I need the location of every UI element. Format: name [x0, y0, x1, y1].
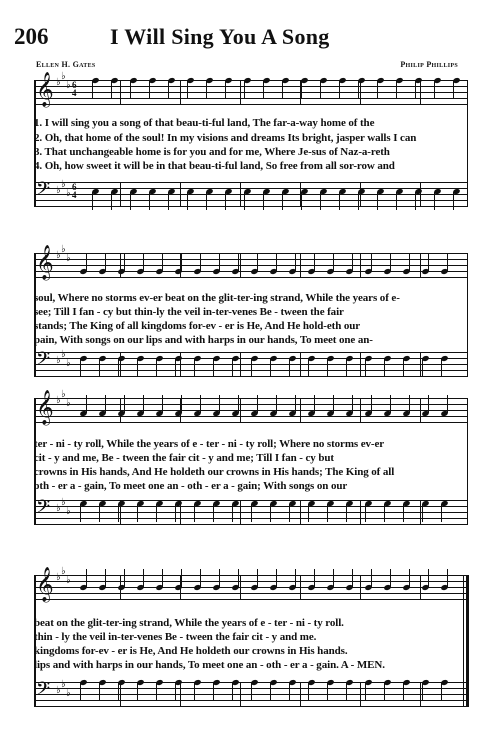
note-stem [447, 253, 448, 271]
flat-icon: ♭ [61, 179, 66, 190]
note-stem [276, 569, 277, 587]
note-stem [105, 569, 106, 587]
staff-line [34, 398, 468, 399]
note-stem [194, 359, 195, 377]
note-stem [327, 683, 328, 701]
note-stem [251, 683, 252, 701]
note-stem [213, 683, 214, 701]
note-stem [377, 81, 378, 99]
barline [360, 398, 361, 423]
barline [360, 182, 361, 207]
barline [300, 398, 301, 423]
note-stem [447, 395, 448, 413]
barline [240, 500, 241, 525]
note-stem [434, 81, 435, 99]
note-stem [327, 504, 328, 522]
note-stem [80, 504, 81, 522]
note-stem [238, 395, 239, 413]
note-stem [99, 683, 100, 701]
note-stem [327, 359, 328, 377]
staff-line [34, 188, 468, 189]
note-stem [187, 81, 188, 99]
note-stem [232, 504, 233, 522]
note-stem [346, 683, 347, 701]
note-stem [80, 683, 81, 701]
final-barline [463, 575, 464, 707]
note-stem [175, 359, 176, 377]
note-stem [415, 192, 416, 210]
note-stem [194, 683, 195, 701]
note-stem [206, 81, 207, 99]
note-stem [441, 359, 442, 377]
note-stem [301, 81, 302, 99]
lyric-line: crowns in His hands, And He holdeth our crowns in His hands; The King of all [34, 466, 395, 478]
note-stem [289, 504, 290, 522]
note-stem [320, 81, 321, 99]
note-stem [232, 359, 233, 377]
barline [420, 182, 421, 207]
note-stem [244, 81, 245, 99]
composer-credit: Philip Phillips [400, 60, 458, 69]
note-stem [238, 253, 239, 271]
lyric-line: lips and with harps in our hands, To meet one an - oth - er a - gain. A - MEN. [34, 659, 385, 671]
flat-icon: ♭ [56, 77, 61, 88]
barline [300, 500, 301, 525]
barline [300, 575, 301, 600]
note-stem [358, 81, 359, 99]
note-stem [206, 192, 207, 210]
note-stem [219, 395, 220, 413]
staff-line [34, 581, 468, 582]
note-stem [137, 504, 138, 522]
flat-icon: ♭ [61, 566, 66, 577]
note-stem [289, 359, 290, 377]
system-end-barline [467, 253, 468, 377]
flat-icon: ♭ [66, 688, 71, 699]
note-stem [339, 81, 340, 99]
barline [120, 182, 121, 207]
note-stem [187, 192, 188, 210]
note-stem [390, 253, 391, 271]
note-stem [371, 395, 372, 413]
note-stem [320, 192, 321, 210]
lyric-line: 1. I will sing you a song of that beau-ti-ful land, The far-a-way home of the [34, 117, 375, 129]
note-stem [111, 192, 112, 210]
staff-line [34, 410, 468, 411]
staff-line [34, 92, 468, 93]
note-stem [415, 81, 416, 99]
staff-line [34, 86, 468, 87]
flat-icon: ♭ [66, 358, 71, 369]
note-stem [352, 395, 353, 413]
barline [360, 253, 361, 278]
note-stem [181, 395, 182, 413]
barline [180, 182, 181, 207]
note-stem [333, 253, 334, 271]
note-stem [124, 253, 125, 271]
staff-line [34, 277, 468, 278]
note-stem [447, 569, 448, 587]
barline [420, 398, 421, 423]
note-stem [175, 504, 176, 522]
note-stem [200, 569, 201, 587]
bass-clef-icon: 𝄢 [36, 497, 51, 522]
note-stem [92, 192, 93, 210]
treble-staff [34, 398, 468, 423]
note-stem [181, 253, 182, 271]
lyric-line: beat on the glit-ter-ing strand, While the years of e - ter - ni - ty roll. [34, 617, 344, 629]
lyric-line: cit - y and me, Be - tween the fair cit - y and me; Till I fan - cy but [34, 452, 334, 464]
barline [240, 398, 241, 423]
note-stem [396, 81, 397, 99]
lyric-line: 3. That unchangeable home is for you and for me, Where Je-sus of Naz-a-reth [34, 146, 390, 158]
note-stem [149, 81, 150, 99]
barline [360, 575, 361, 600]
note-stem [143, 569, 144, 587]
note-stem [162, 253, 163, 271]
note-stem [257, 569, 258, 587]
note-stem [251, 504, 252, 522]
note-stem [346, 359, 347, 377]
flat-icon: ♭ [66, 253, 71, 264]
note-stem [200, 253, 201, 271]
note-stem [352, 569, 353, 587]
flat-icon: ♭ [56, 250, 61, 261]
note-stem [99, 359, 100, 377]
lyric-line: see; Till I fan - cy but thin-ly the veil in-ter-venes Be - tween the fair [34, 306, 344, 318]
note-stem [225, 192, 226, 210]
barline [240, 352, 241, 377]
note-stem [384, 359, 385, 377]
note-stem [156, 683, 157, 701]
note-stem [149, 192, 150, 210]
barline [420, 253, 421, 278]
note-stem [238, 569, 239, 587]
system-end-barline [467, 80, 468, 207]
barline [180, 682, 181, 707]
lyric-line: 2. Oh, that home of the soul! In my visions and dreams Its bright, jasper walls I can [34, 132, 417, 144]
note-stem [244, 192, 245, 210]
flat-icon: ♭ [56, 503, 61, 514]
note-stem [105, 395, 106, 413]
staff-line [34, 593, 468, 594]
note-stem [409, 395, 410, 413]
note-stem [270, 504, 271, 522]
note-stem [301, 192, 302, 210]
note-stem [282, 81, 283, 99]
lyric-line: 4. Oh, how sweet it will be in that beau-ti-ful land, So free from all sor-row and [34, 160, 395, 172]
note-stem [213, 504, 214, 522]
barline [420, 500, 421, 525]
note-stem [257, 253, 258, 271]
note-stem [168, 81, 169, 99]
flat-icon: ♭ [61, 244, 66, 255]
note-stem [333, 569, 334, 587]
flat-icon: ♭ [56, 185, 61, 196]
note-stem [162, 569, 163, 587]
staff-line [34, 206, 468, 207]
note-stem [371, 253, 372, 271]
flat-icon: ♭ [61, 389, 66, 400]
lyric-line: oth - er a - gain, To meet one an - oth - er a - gain; With songs on our [34, 480, 348, 492]
barline [420, 682, 421, 707]
staff-line [34, 265, 468, 266]
note-stem [118, 683, 119, 701]
flat-icon: ♭ [66, 575, 71, 586]
flat-icon: ♭ [61, 71, 66, 82]
note-stem [137, 359, 138, 377]
note-stem [118, 359, 119, 377]
note-stem [80, 359, 81, 377]
note-stem [295, 395, 296, 413]
note-stem [428, 569, 429, 587]
note-stem [225, 81, 226, 99]
note-stem [453, 192, 454, 210]
staff-line [34, 575, 468, 576]
note-stem [371, 569, 372, 587]
note-stem [308, 359, 309, 377]
note-stem [270, 683, 271, 701]
note-stem [453, 81, 454, 99]
flat-icon: ♭ [66, 80, 71, 91]
barline [420, 80, 421, 105]
flat-icon: ♭ [61, 497, 66, 508]
note-stem [124, 395, 125, 413]
barline [240, 182, 241, 207]
note-stem [409, 569, 410, 587]
barline [420, 352, 421, 377]
note-stem [358, 192, 359, 210]
note-stem [441, 504, 442, 522]
bass-staff [34, 182, 468, 207]
barline [180, 80, 181, 105]
barline [360, 682, 361, 707]
staff-line [34, 416, 468, 417]
note-stem [365, 359, 366, 377]
note-stem [130, 81, 131, 99]
note-stem [168, 192, 169, 210]
note-stem [333, 395, 334, 413]
note-stem [86, 395, 87, 413]
note-stem [251, 359, 252, 377]
staff-line [34, 253, 468, 254]
barline [360, 500, 361, 525]
note-stem [384, 504, 385, 522]
staff-line [34, 500, 468, 501]
note-stem [352, 253, 353, 271]
note-stem [276, 395, 277, 413]
note-stem [295, 569, 296, 587]
note-stem [365, 504, 366, 522]
lyric-line: ter - ni - ty roll, While the years of e - ter - ni - ty roll; Where no storms ev-er [34, 438, 385, 450]
time-signature: 6 4 [72, 182, 77, 200]
note-stem [156, 504, 157, 522]
lyric-line: kingdoms for-ev - er is He, And He holdeth our crowns in His hands. [34, 645, 348, 657]
note-stem [263, 81, 264, 99]
staff-line [34, 98, 468, 99]
note-stem [314, 569, 315, 587]
note-stem [263, 192, 264, 210]
note-stem [308, 683, 309, 701]
staff-line [34, 259, 468, 260]
staff-line [34, 524, 468, 525]
note-stem [219, 569, 220, 587]
barline [300, 682, 301, 707]
note-stem [346, 504, 347, 522]
lyric-line: thin - ly the veil in-ter-venes Be - tween the fair cit - y and me. [34, 631, 317, 643]
note-stem [105, 253, 106, 271]
note-stem [295, 253, 296, 271]
note-stem [270, 359, 271, 377]
note-stem [124, 569, 125, 587]
note-stem [314, 253, 315, 271]
note-stem [156, 359, 157, 377]
note-stem [377, 192, 378, 210]
lyric-line: pain, With songs on our lips and with harps in our hands, To meet one an- [34, 334, 373, 346]
note-stem [422, 504, 423, 522]
note-stem [130, 192, 131, 210]
barline [240, 682, 241, 707]
note-stem [390, 569, 391, 587]
flat-icon: ♭ [56, 395, 61, 406]
note-stem [162, 395, 163, 413]
note-stem [282, 192, 283, 210]
treble-clef-icon: 𝄞 [36, 567, 54, 602]
flat-icon: ♭ [61, 679, 66, 690]
flat-icon: ♭ [61, 349, 66, 360]
barline [240, 80, 241, 105]
note-stem [403, 683, 404, 701]
barline [120, 682, 121, 707]
flat-icon: ♭ [66, 188, 71, 199]
note-stem [428, 395, 429, 413]
note-stem [422, 359, 423, 377]
note-stem [219, 253, 220, 271]
note-stem [118, 504, 119, 522]
flat-icon: ♭ [66, 398, 71, 409]
barline [300, 352, 301, 377]
note-stem [213, 359, 214, 377]
note-stem [181, 569, 182, 587]
note-stem [194, 504, 195, 522]
system-end-barline [467, 398, 468, 525]
note-stem [92, 81, 93, 99]
note-stem [99, 504, 100, 522]
treble-clef-icon: 𝄞 [36, 390, 54, 425]
treble-clef-icon: 𝄞 [36, 245, 54, 280]
staff-line [34, 194, 468, 195]
barline [360, 352, 361, 377]
bass-clef-icon: 𝄢 [36, 179, 51, 204]
note-stem [390, 395, 391, 413]
note-stem [422, 683, 423, 701]
treble-clef-icon: 𝄞 [36, 72, 54, 107]
flat-icon: ♭ [56, 685, 61, 696]
hymn-number: 206 [14, 24, 49, 49]
bass-clef-icon: 𝄢 [36, 679, 51, 704]
note-stem [257, 395, 258, 413]
note-stem [396, 192, 397, 210]
bass-clef-icon: 𝄢 [36, 349, 51, 374]
note-stem [143, 253, 144, 271]
flat-icon: ♭ [66, 506, 71, 517]
staff-line [34, 422, 468, 423]
note-stem [441, 683, 442, 701]
note-stem [403, 504, 404, 522]
note-stem [409, 253, 410, 271]
staff-line [34, 352, 468, 353]
lyric-line: soul, Where no storms ev-er beat on the glit-ter-ing strand, While the years of e- [34, 292, 400, 304]
note-stem [200, 395, 201, 413]
note-stem [86, 569, 87, 587]
final-barline-thick [466, 575, 469, 707]
note-stem [86, 253, 87, 271]
staff-line [34, 404, 468, 405]
barline [240, 575, 241, 600]
flat-icon: ♭ [56, 355, 61, 366]
note-stem [276, 253, 277, 271]
flat-icon: ♭ [56, 572, 61, 583]
author-credit: Ellen H. Gates [36, 60, 96, 69]
note-stem [434, 192, 435, 210]
treble-staff [34, 80, 468, 105]
note-stem [111, 81, 112, 99]
note-stem [384, 683, 385, 701]
note-stem [314, 395, 315, 413]
treble-staff [34, 253, 468, 278]
staff-line [34, 104, 468, 105]
note-stem [232, 683, 233, 701]
note-stem [175, 683, 176, 701]
note-stem [365, 683, 366, 701]
staff-line [34, 599, 468, 600]
note-stem [339, 192, 340, 210]
note-stem [308, 504, 309, 522]
barline [300, 253, 301, 278]
staff-line [34, 200, 468, 201]
note-stem [403, 359, 404, 377]
staff-line [34, 706, 468, 707]
time-signature: 6 4 [72, 80, 77, 98]
lyric-line: stands; The King of all kingdoms for-ev - er is He, And He hold-eth our [34, 320, 361, 332]
barline [360, 80, 361, 105]
barline [240, 253, 241, 278]
note-stem [289, 683, 290, 701]
note-stem [137, 683, 138, 701]
staff-line [34, 182, 468, 183]
hymn-title: I Will Sing You A Song [110, 24, 330, 49]
note-stem [143, 395, 144, 413]
note-stem [428, 253, 429, 271]
barline [120, 80, 121, 105]
